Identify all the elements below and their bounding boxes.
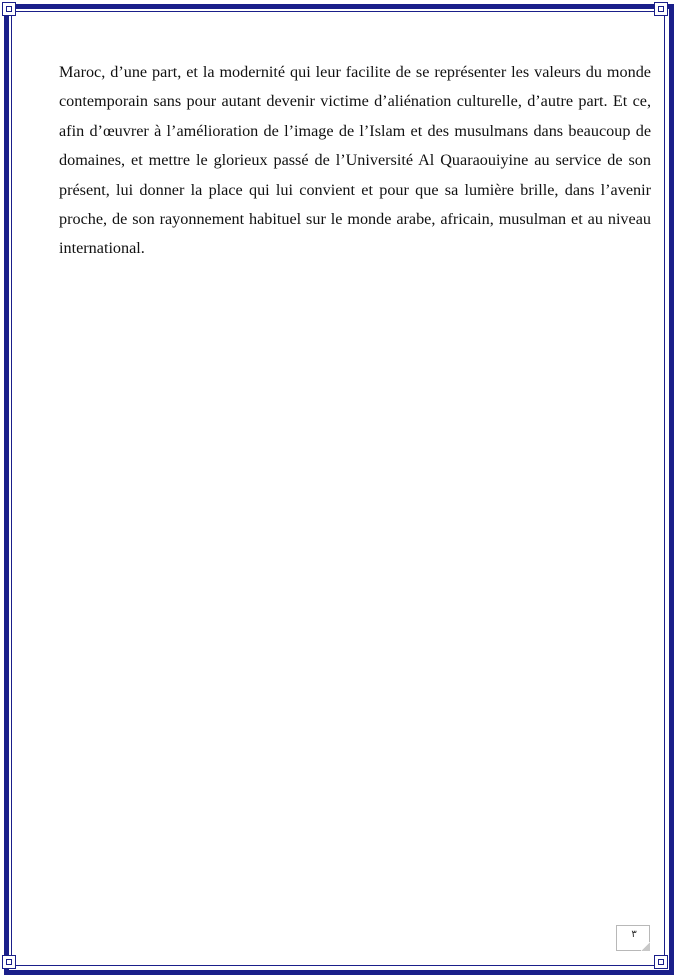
body-paragraph: Maroc, d’une part, et la modernité qui leur facilite de se représenter les valeurs du monde contemporain sans pour autant devenir victime d’aliénation culturelle, d’autre part. Et ce, afin d’œuvrer à l’amélioration de l’image de l’Islam et des musulmans dans beaucoup de domaines, et mettre le glorieux passé de l’Université Al Quaraouiyine au service de son présent, lui donner la place qui lui convient et pour que sa lumière brille, dans l’avenir proche, de son rayonnement habituel sur le monde arabe, africain, musulman et au niveau international. <box>59 63 651 258</box>
border-corner-ornament <box>654 955 668 969</box>
border-corner-ornament <box>654 2 668 16</box>
page-number: ٣ <box>631 929 637 940</box>
border-corner-ornament <box>2 955 16 969</box>
page-number-box <box>616 925 650 951</box>
border-corner-ornament <box>2 2 16 16</box>
